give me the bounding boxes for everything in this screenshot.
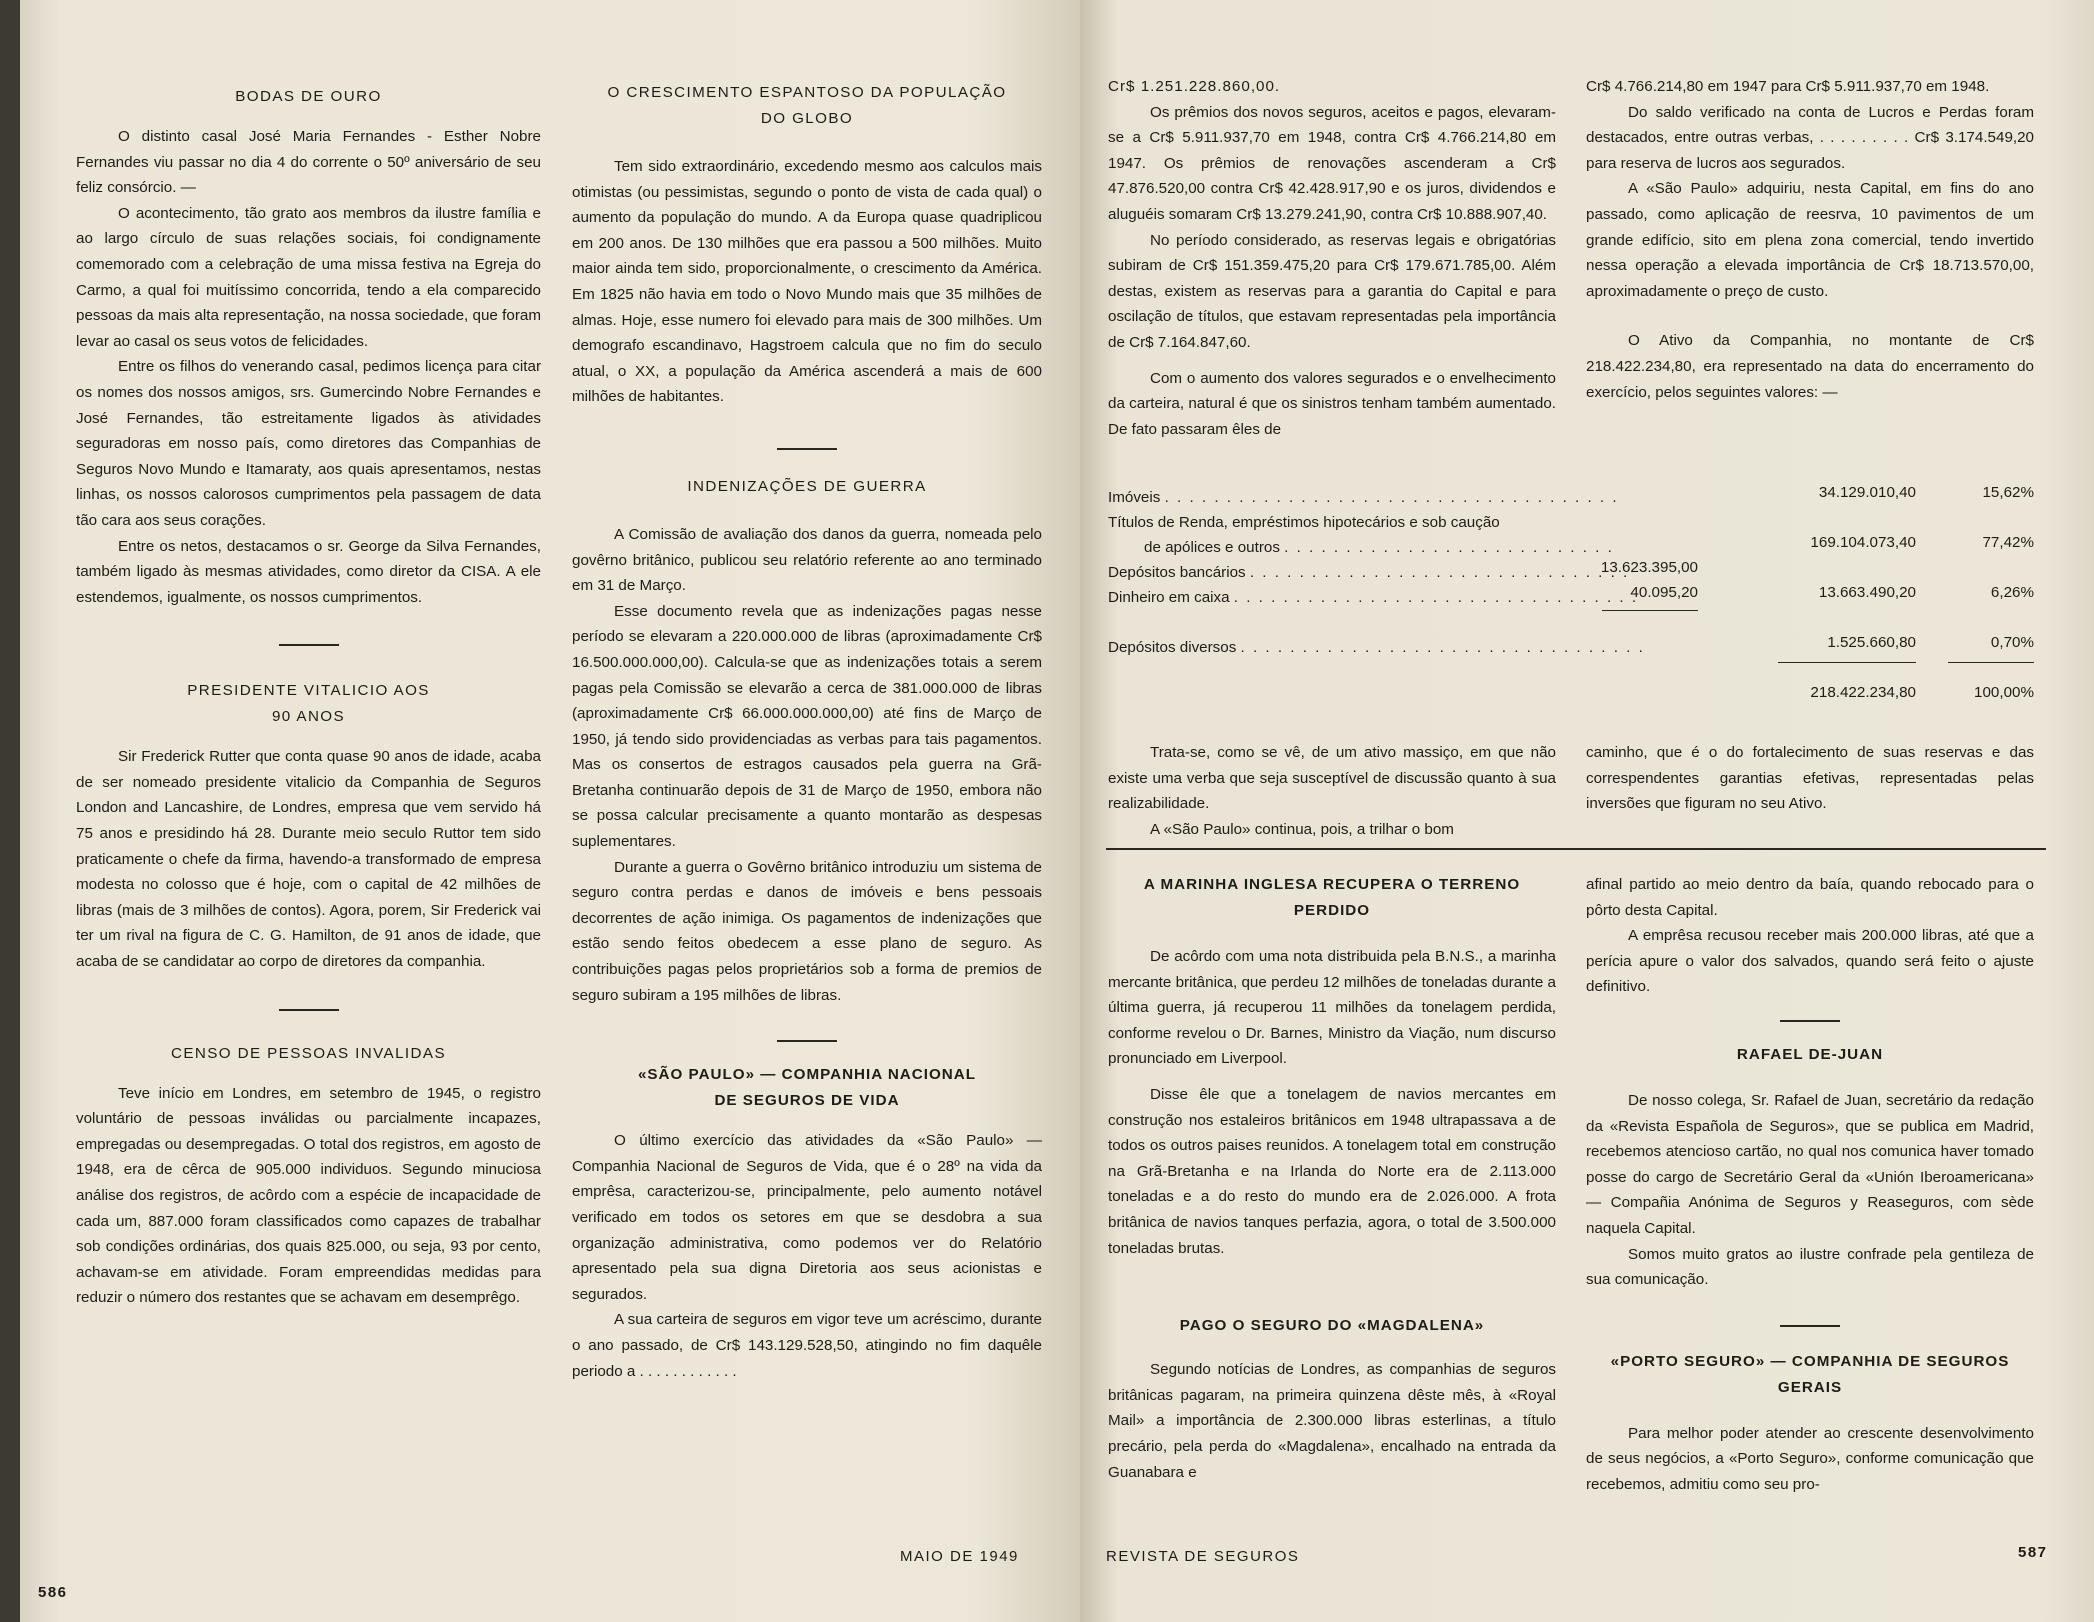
paragraph: caminho, que é o do fortalecimento de suas reservas e das correspendentes garantias efetivas, representadas pelas inversões que figuram no seu Ativo. [1586, 744, 2034, 813]
paragraph: No período considerado, as reservas legais e obrigatórias subiram de Cr$ 151.359.475,20 para Cr$ 179.671.785,00. Além destas, existem as reservas para a garantia do Capital e para oscilação de títulos, que estavam representadas pela importância de Cr$ 7.164.847,60. [1108, 231, 1556, 351]
paragraph: Trata-se, como se vê, de um ativo massiço, em que não existe uma verba que seja susceptível de discussão quanto à sua realizabilidade. [1108, 744, 1556, 813]
article-title: «SÃO PAULO» — COMPANHIA NACIONAL [637, 1066, 976, 1084]
right-column-1-bottom [1108, 872, 1556, 1485]
article-sao-paulo-vida [572, 1062, 1042, 1384]
journal-title: REVISTA DE SEGUROS [1106, 1548, 1300, 1565]
paragraph: O distinto casal José Maria Fernandes - Esther Nobre Fernandes viu passar no dia 4 do corrente o 50º aniversário de seu feliz consórcio. — [76, 128, 541, 197]
table-row-apolices [1144, 535, 1614, 561]
paragraph: Sir Frederick Rutter que conta quase 90 anos de idade, acaba de ser nomeado presidente vitalicio da Companhia de Seguros London and Lancashire, de Londres, empresa que vem servido há 75 anos e presidindo há 28. Durante meio seculo Ruttor tem sido praticamente o chefe da firma, havendo-a transformado de empresa modesta no colosso que é hoje, com o capital de 42 milhões de libras (mais de 3 milhões de contos). Agora, porem, Sir Frederick vai ter um rival na figura de C. G. Hamilton, de 91 anos de idade, que acaba de se candidatar ao corpo de diretores da companhia. [76, 748, 541, 971]
row-label: Depósitos diversos [1108, 639, 1237, 656]
row-label: Imóveis [1108, 489, 1161, 506]
paragraph: A emprêsa recusou receber mais 200.000 libras, até que a perícia apure o valor dos salvados, quando será feito o ajuste definitivo. [1586, 927, 2034, 996]
article-title-line2: GERAIS [1777, 1378, 1843, 1396]
paragraph: O acontecimento, tão grato aos membros da ilustre família e ao largo círculo de suas relações sociais, foi condignamente comemorado com a celebração de uma missa festiva na Egreja do Carmo, a qual foi muitíssimo concorrida, tendo a ela comparecido pessoas da mais alta representação, na nossa sociedade, que foram levar ao casal os seus votos de felicidades. [76, 204, 541, 350]
paragraph: O Ativo da Companhia, no montante de Cr$ 218.422.234,80, era representado na data do encerramento do exercício, pelos seguintes valores: — [1586, 332, 2034, 401]
article-rafael-de-juan [1586, 1042, 2034, 1293]
right-column-2-top [1586, 74, 2034, 405]
row-label: Dinheiro em caixa [1108, 589, 1230, 606]
total-rule [1778, 662, 1916, 663]
value: 1.525.660,80 [1827, 634, 1916, 651]
total-pct-rule [1948, 662, 2034, 663]
left-page [20, 0, 1080, 1622]
row-label: Títulos de Renda, empréstimos hipotecários e sob caução [1108, 514, 1500, 531]
page-number-right: 587 [2018, 1544, 2048, 1561]
article-censo-invalidas [76, 1041, 541, 1311]
article-magdalena [1108, 1313, 1556, 1485]
section-divider [279, 644, 339, 646]
paragraph: Disse êle que a tonelagem de navios mercantes em construção nos estaleiros britânicos em 1948 ultrapassava a de todos os outros paises reunidos. A tonelagem total em construção na Grã-Bretanha e na Irlanda do Norte era de 2.113.000 toneladas e a do resto do mundo era de 2.026.000. A frota britânica de navios tanques perfazia, agora, o total de 3.500.000 toneladas brutas. [1108, 1085, 1556, 1257]
article-title-line2: DE SEGUROS DE VIDA [714, 1092, 900, 1110]
article-title: «PORTO SEGURO» — COMPANHIA DE SEGUROS [1610, 1352, 2010, 1370]
continuation-line: Cr$ 1.251.228.860,00. [1108, 78, 1281, 95]
article-title: CENSO DE PESSOAS INVALIDAS [171, 1044, 446, 1062]
article-crescimento-populacao [572, 80, 1042, 410]
article-presidente-vitalicio [76, 678, 541, 974]
sub-value: 13.623.395,00 [1600, 559, 1698, 576]
total-value: 218.422.234,80 [1810, 684, 1916, 701]
right-column-1-top [1108, 74, 1556, 442]
article-title-line2: PERDIDO [1293, 902, 1371, 919]
row-label: Depósitos bancários [1108, 564, 1246, 581]
article-title: PAGO O SEGURO DO «MAGDALENA» [1179, 1317, 1485, 1335]
paragraph: Esse documento revela que as indenizações pagas nesse período se elevaram a 220.000.000 de libras (aproximadamente Cr$ 16.500.000.000,00). Calcula-se que as indenizações totais a serem pagas pela Comissão se elevarão a cerca de 381.000.000 de libras (aproximadamente Cr$ 66.000.000.000,00) até fins de Março de 1950, já tendo sido providenciadas as verbas para tais pagamentos. Mas os consertos de estragos causados pela guerra na Grã-Bretanha continuarão depois de 31 de Março de 1950, embora não se possa calcular precisamente a quanto montarão as despesas suplementares. [572, 602, 1042, 851]
right-page [1080, 0, 2094, 1622]
article-title: A MARINHA INGLESA RECUPERA O TERRENO [1143, 876, 1521, 893]
right-column-2-mid [1586, 740, 2034, 817]
article-title-line2: 90 ANOS [271, 708, 346, 726]
article-porto-seguro [1586, 1349, 2034, 1498]
leader-dots: . . . . . . . . . . . . . . . . . . . . . . . . . . . . . . . . . [1240, 639, 1645, 656]
right-column-1-mid [1108, 740, 1556, 842]
paragraph: Do saldo verificado na conta de Lucros e Perdas foram destacados, entre outras verbas, . . . . . . . . . Cr$ 3.174.549,20 para reserva de lucros aos segurados. [1586, 103, 2034, 172]
total-percent: 100,00% [1974, 684, 2034, 701]
section-divider [1780, 1325, 1840, 1327]
sub-value: 40.095,20 [1630, 584, 1698, 601]
value: 13.663.490,20 [1818, 584, 1916, 601]
row-label: de apólices e outros [1144, 539, 1280, 556]
section-divider [777, 448, 837, 450]
paragraph: Durante a guerra o Govêrno britânico introduziu um sistema de seguro contra perdas e danos de imóveis e bens pessoais decorrentes de ação inimiga. Os pagamentos de indenizações que estão sendo feitos obedecem a esse plano de seguro. As contribuições pagas pelos proprietários sob a forma de premios de seguro subiram a 195 milhões de libras. [572, 858, 1042, 1004]
article-title: INDENIZAÇÕES DE GUERRA [687, 477, 927, 495]
horizontal-divider [1106, 848, 2046, 850]
leader-dots: . . . . . . . . . . . . . . . . . . . . . . . . . . . . . . . . . . . . . [1164, 489, 1619, 506]
leader-dots: . . . . . . . . . . . . . . . . . . . . . . . . . . . . . . . [1249, 564, 1630, 581]
paragraph: A Comissão de avaliação dos danos da guerra, nomeada pelo govêrno britânico, publicou seu relatório referente ao ano terminado em 31 de Março. [572, 525, 1042, 595]
value: 34.129.010,40 [1818, 484, 1916, 501]
percent: 77,42% [1982, 534, 2034, 551]
paragraph: De nosso colega, Sr. Rafael de Juan, secretário da redação da «Revista Española de Seguros», que se publica em Madrid, recebemos atencioso cartão, no qual nos comunica haver tomado posse do cargo de Secretário Geral da «Unión Iberoamericana» — Compañia Anónima de Seguros y Reaseguros, com sède naquela Capital. [1586, 1091, 2034, 1237]
table-row-titulos [1108, 510, 1500, 536]
article-title: O CRESCIMENTO ESPANTOSO DA POPULAÇÃO [607, 84, 1007, 101]
paragraph: Os prêmios dos novos seguros, aceitos e pagos, elevaram-se a Cr$ 5.911.937,70 em 1948, contra Cr$ 4.766.214,80 em 1947. Os prêmios de renovações ascenderam a Cr$ 47.876.520,00 contra Cr$ 42.428.917,90 e os juros, dividendos e aluguéis somaram Cr$ 13.279.241,90, contra Cr$ 10.888.907,40. [1108, 103, 1556, 223]
paragraph: Tem sido extraordinário, excedendo mesmo aos calculos mais otimistas (ou pessimistas, segundo o ponto de vista de cada qual) o aumento da população do mundo. A da Europa quase quadriplicou em 200 anos. De 130 milhões que era passou a 500 milhões. Muito maior ainda tem sido, proporcionalmente, o crescimento da América. Em 1825 não havia em todo o Novo Mundo mais que 35 milhões de almas. Hoje, esse numero foi elevado para mais de 300 milhões. Um demografo escandinavo, Hagstroem calcula que no fim do seculo atual, o XX, a população da América ascenderá a mais de 600 milhões de habitantes. [572, 158, 1042, 406]
table-row-imoveis [1108, 485, 1619, 511]
paragraph: O último exercício das atividades da «São Paulo» — Companhia Nacional de Seguros de Vida, que é o 28º na vida da emprêsa, caracterizou-se, principalmente, pelo aumento notável verificado em todos os setores em que se desdobra a sua organização administrativa, como podemos ver do Relatório apresentado pela sua digna Diretoria aos seus acionistas e segurados. [572, 1132, 1042, 1303]
leader-dots: . . . . . . . . . . . . . . . . . . . . . . . . . . . . . . . . . [1233, 589, 1639, 606]
paragraph: Teve início em Londres, em setembro de 1945, o registro voluntário de pessoas inválidas ou parcialmente incapazes, empregadas ou desempregadas. O total dos registros, em agosto de 1948, era de cêrca de 905.000 individuos. Segundo minuciosa análise dos registros, de acôrdo com a espécie de incapacidade de cada um, 887.000 foram classificados como capazes de trabalhar sob condições ordinárias, dos quais 825.000, ou seja, 93 por cento, achavam-se em atividade. Foram empreendidas medidas para reduzir o número dos restantes que se achavam em desemprêgo. [76, 1084, 541, 1307]
article-title: RAFAEL DE-JUAN [1736, 1045, 1884, 1063]
table-row-depositos-bancarios [1108, 560, 1629, 586]
section-divider [777, 1040, 837, 1042]
article-marinha-inglesa [1108, 872, 1556, 1261]
page-number-left: 586 [38, 1584, 68, 1601]
paragraph: afinal partido ao meio dentro da baía, quando rebocado para o pôrto desta Capital. [1586, 876, 2034, 919]
paragraph: Segundo notícias de Londres, as companhias de seguros britânicas pagaram, na primeira quinzena dêste mês, à «Royal Mail» a importância de 2.300.000 libras esterlinas, a título precário, pela perda do «Magdalena», encalhado na entrada da Guanabara e [1108, 1361, 1556, 1481]
article-title: BODAS DE OURO [235, 88, 382, 105]
paragraph: A sua carteira de seguros em vigor teve um acréscimo, durante o ano passado, de Cr$ 143.129.528,50, atingindo no fim daquêle periodo a . . . . . . . . . . . . [572, 1311, 1042, 1380]
paragraph: Entre os netos, destacamos o sr. George da Silva Fernandes, também ligado às mesmas atividades, como diretor da CISA. A ele estendemos, igualmente, os nossos cumprimentos. [76, 537, 541, 606]
section-divider [279, 1009, 339, 1011]
paragraph: De acôrdo com uma nota distribuida pela B.N.S., a marinha mercante britânica, que perdeu 12 milhões de toneladas durante a última guerra, já recuperou 11 milhões da tonelagem perdida, conforme revelou o Dr. Barnes, Ministro da Viação, num discurso pronunciado em Liverpool. [1108, 948, 1556, 1068]
paragraph: Somos muito gratos ao ilustre confrade pela gentileza de sua comunicação. [1586, 1245, 2034, 1289]
value: 169.104.073,40 [1810, 534, 1916, 551]
paragraph: Para melhor poder atender ao crescente desenvolvimento de seus negócios, a «Porto Seguro», conforme comunicação que recebemos, admitiu como seu pro- [1586, 1424, 2034, 1493]
leader-dots: . . . . . . . . . . . . . . . . . . . . . . . . . . . [1284, 539, 1614, 556]
left-column-2 [572, 80, 1042, 1384]
paragraph: A «São Paulo» continua, pois, a trilhar o bom [1150, 820, 1454, 838]
paragraph: Com o aumento dos valores segurados e o envelhecimento da carteira, natural é que os sinistros tenham também aumentado. De fato passaram êles de [1108, 369, 1556, 438]
left-column-1 [76, 84, 541, 1311]
percent: 0,70% [1990, 634, 2034, 651]
percent: 15,62% [1982, 484, 2034, 501]
article-bodas-de-ouro [76, 84, 541, 610]
article-title: PRESIDENTE VITALICIO AOS [187, 682, 430, 700]
sub-total-rule [1602, 610, 1698, 611]
ativo-table [1108, 480, 2034, 710]
right-column-2-bottom [1586, 872, 2034, 1498]
section-divider [1780, 1020, 1840, 1022]
paragraph: A «São Paulo» adquiriu, nesta Capital, em fins do ano passado, como aplicação de reesrva, 10 pavimentos de um grande edifício, sito em plena zona comercial, tendo invertido nessa operação a elevada importância de Cr$ 18.713.570,00, aproximadamente o preço de custo. [1586, 180, 2034, 300]
issue-date: MAIO DE 1949 [900, 1548, 1019, 1565]
article-title-line2: DO GLOBO [760, 110, 854, 127]
percent: 6,26% [1990, 584, 2034, 601]
paragraph: Cr$ 4.766.214,80 em 1947 para Cr$ 5.911.937,70 em 1948. [1586, 78, 1990, 95]
paragraph: Entre os filhos do venerando casal, pedimos licença para citar os nomes dos nossos amigos, srs. Gumercindo Nobre Fernandes e José Fernandes, tão estreitamente ligados às atividades seguradoras em nosso país, como diretores das Companhias de Seguros Novo Mundo e Itamaraty, aos quais apresentamos, nestas linhas, os nossos calorosos cumprimentos pela passagem de data tão cara aos seus corações. [76, 358, 541, 529]
article-indenizacoes-guerra [572, 474, 1042, 1008]
table-row-depositos-diversos [1108, 635, 1645, 661]
